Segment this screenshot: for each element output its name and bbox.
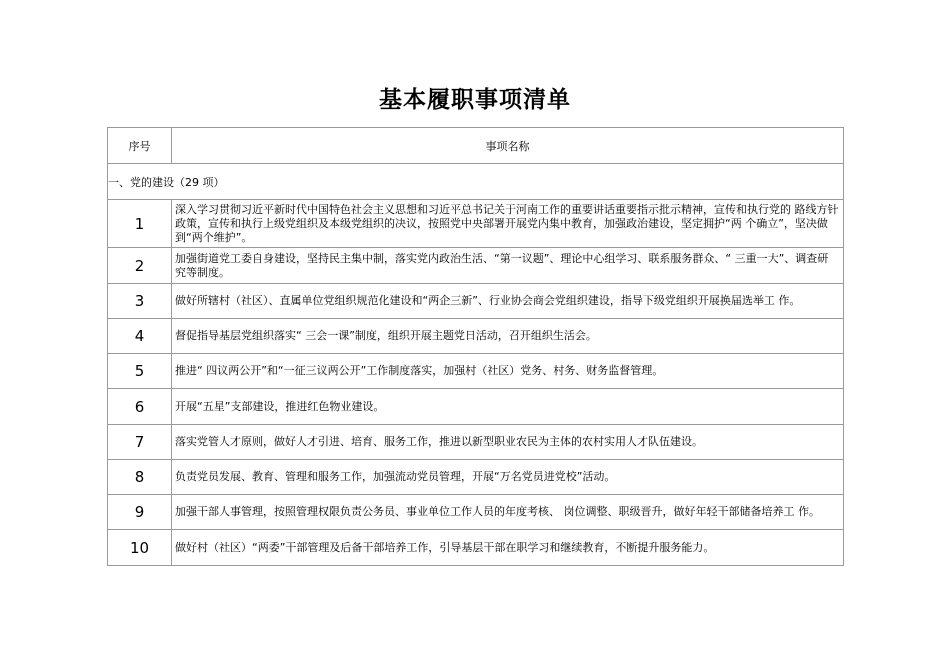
row-item-text: 落实党管人才原则，做好人才引进、培育、服务工作，推进以新型职业农民为主体的农村实用人才队伍建设。	[172, 425, 844, 460]
table-row	[108, 319, 844, 354]
header-serial-number: 序号	[108, 128, 172, 164]
section-title: 一、党的建设（29 项）	[108, 164, 844, 200]
table-row	[108, 530, 844, 566]
row-item-text: 做好所辖村（社区）、直属单位党组织规范化建设和“两企三新”、行业协会商会党组织建设，指导下级党组织开展换届选举工 作。	[172, 284, 844, 319]
row-item-text: 做好村（社区）“两委”干部管理及后备干部培养工作，引导基层干部在职学习和继续教育，不断提升服务能力。	[172, 530, 844, 566]
row-number: 6	[108, 389, 172, 425]
row-item-text: 加强街道党工委自身建设，坚持民主集中制，落实党内政治生活、“第一议题”、理论中心组学习、联系服务群众、“ 三重一大”、调查研究等制度。	[172, 248, 844, 284]
row-item-text: 开展“五星”支部建设，推进红色物业建设。	[172, 389, 844, 425]
row-item-text: 深入学习贯彻习近平新时代中国特色社会主义思想和习近平总书记关于河南工作的重要讲话重要指示批示精神，宣传和执行党的 路线方针政策，宣传和执行上级党组织及本级党组织的决议，按照党中央部署开展党内集中教育，加强政治建设，坚定拥护“两 个确立”，坚决做到“两个维护”。	[172, 200, 844, 248]
table-row	[108, 284, 844, 319]
row-item-text: 加强干部人事管理，按照管理权限负责公务员、事业单位工作人员的年度考核、 岗位调整、职级晋升，做好年轻干部储备培养工 作。	[172, 495, 844, 530]
table-header-row	[108, 128, 844, 164]
table-row	[108, 200, 844, 248]
row-item-text: 督促指导基层党组织落实“ 三会一课”制度，组织开展主题党日活动，召开组织生活会。	[172, 319, 844, 354]
table-row	[108, 460, 844, 495]
row-number: 3	[108, 284, 172, 319]
row-number: 5	[108, 354, 172, 389]
row-item-text: 推进“ 四议两公开”和“一征三议两公开”工作制度落实，加强村（社区）党务、村务、财务监督管理。	[172, 354, 844, 389]
row-number: 2	[108, 248, 172, 284]
table-row	[108, 389, 844, 425]
section-row	[108, 164, 844, 200]
row-item-text: 负责党员发展、教育、管理和服务工作，加强流动党员管理，开展“万名党员进党校”活动。	[172, 460, 844, 495]
row-number: 4	[108, 319, 172, 354]
row-number: 1	[108, 200, 172, 248]
row-number: 8	[108, 460, 172, 495]
row-number: 10	[108, 530, 172, 566]
page-title: 基本履职事项清单	[379, 87, 571, 113]
duty-list-table	[107, 127, 844, 566]
header-item-name: 事项名称	[172, 128, 844, 164]
table-row	[108, 495, 844, 530]
table-row	[108, 354, 844, 389]
row-number: 9	[108, 495, 172, 530]
table-row	[108, 425, 844, 460]
row-number: 7	[108, 425, 172, 460]
table-row	[108, 248, 844, 284]
